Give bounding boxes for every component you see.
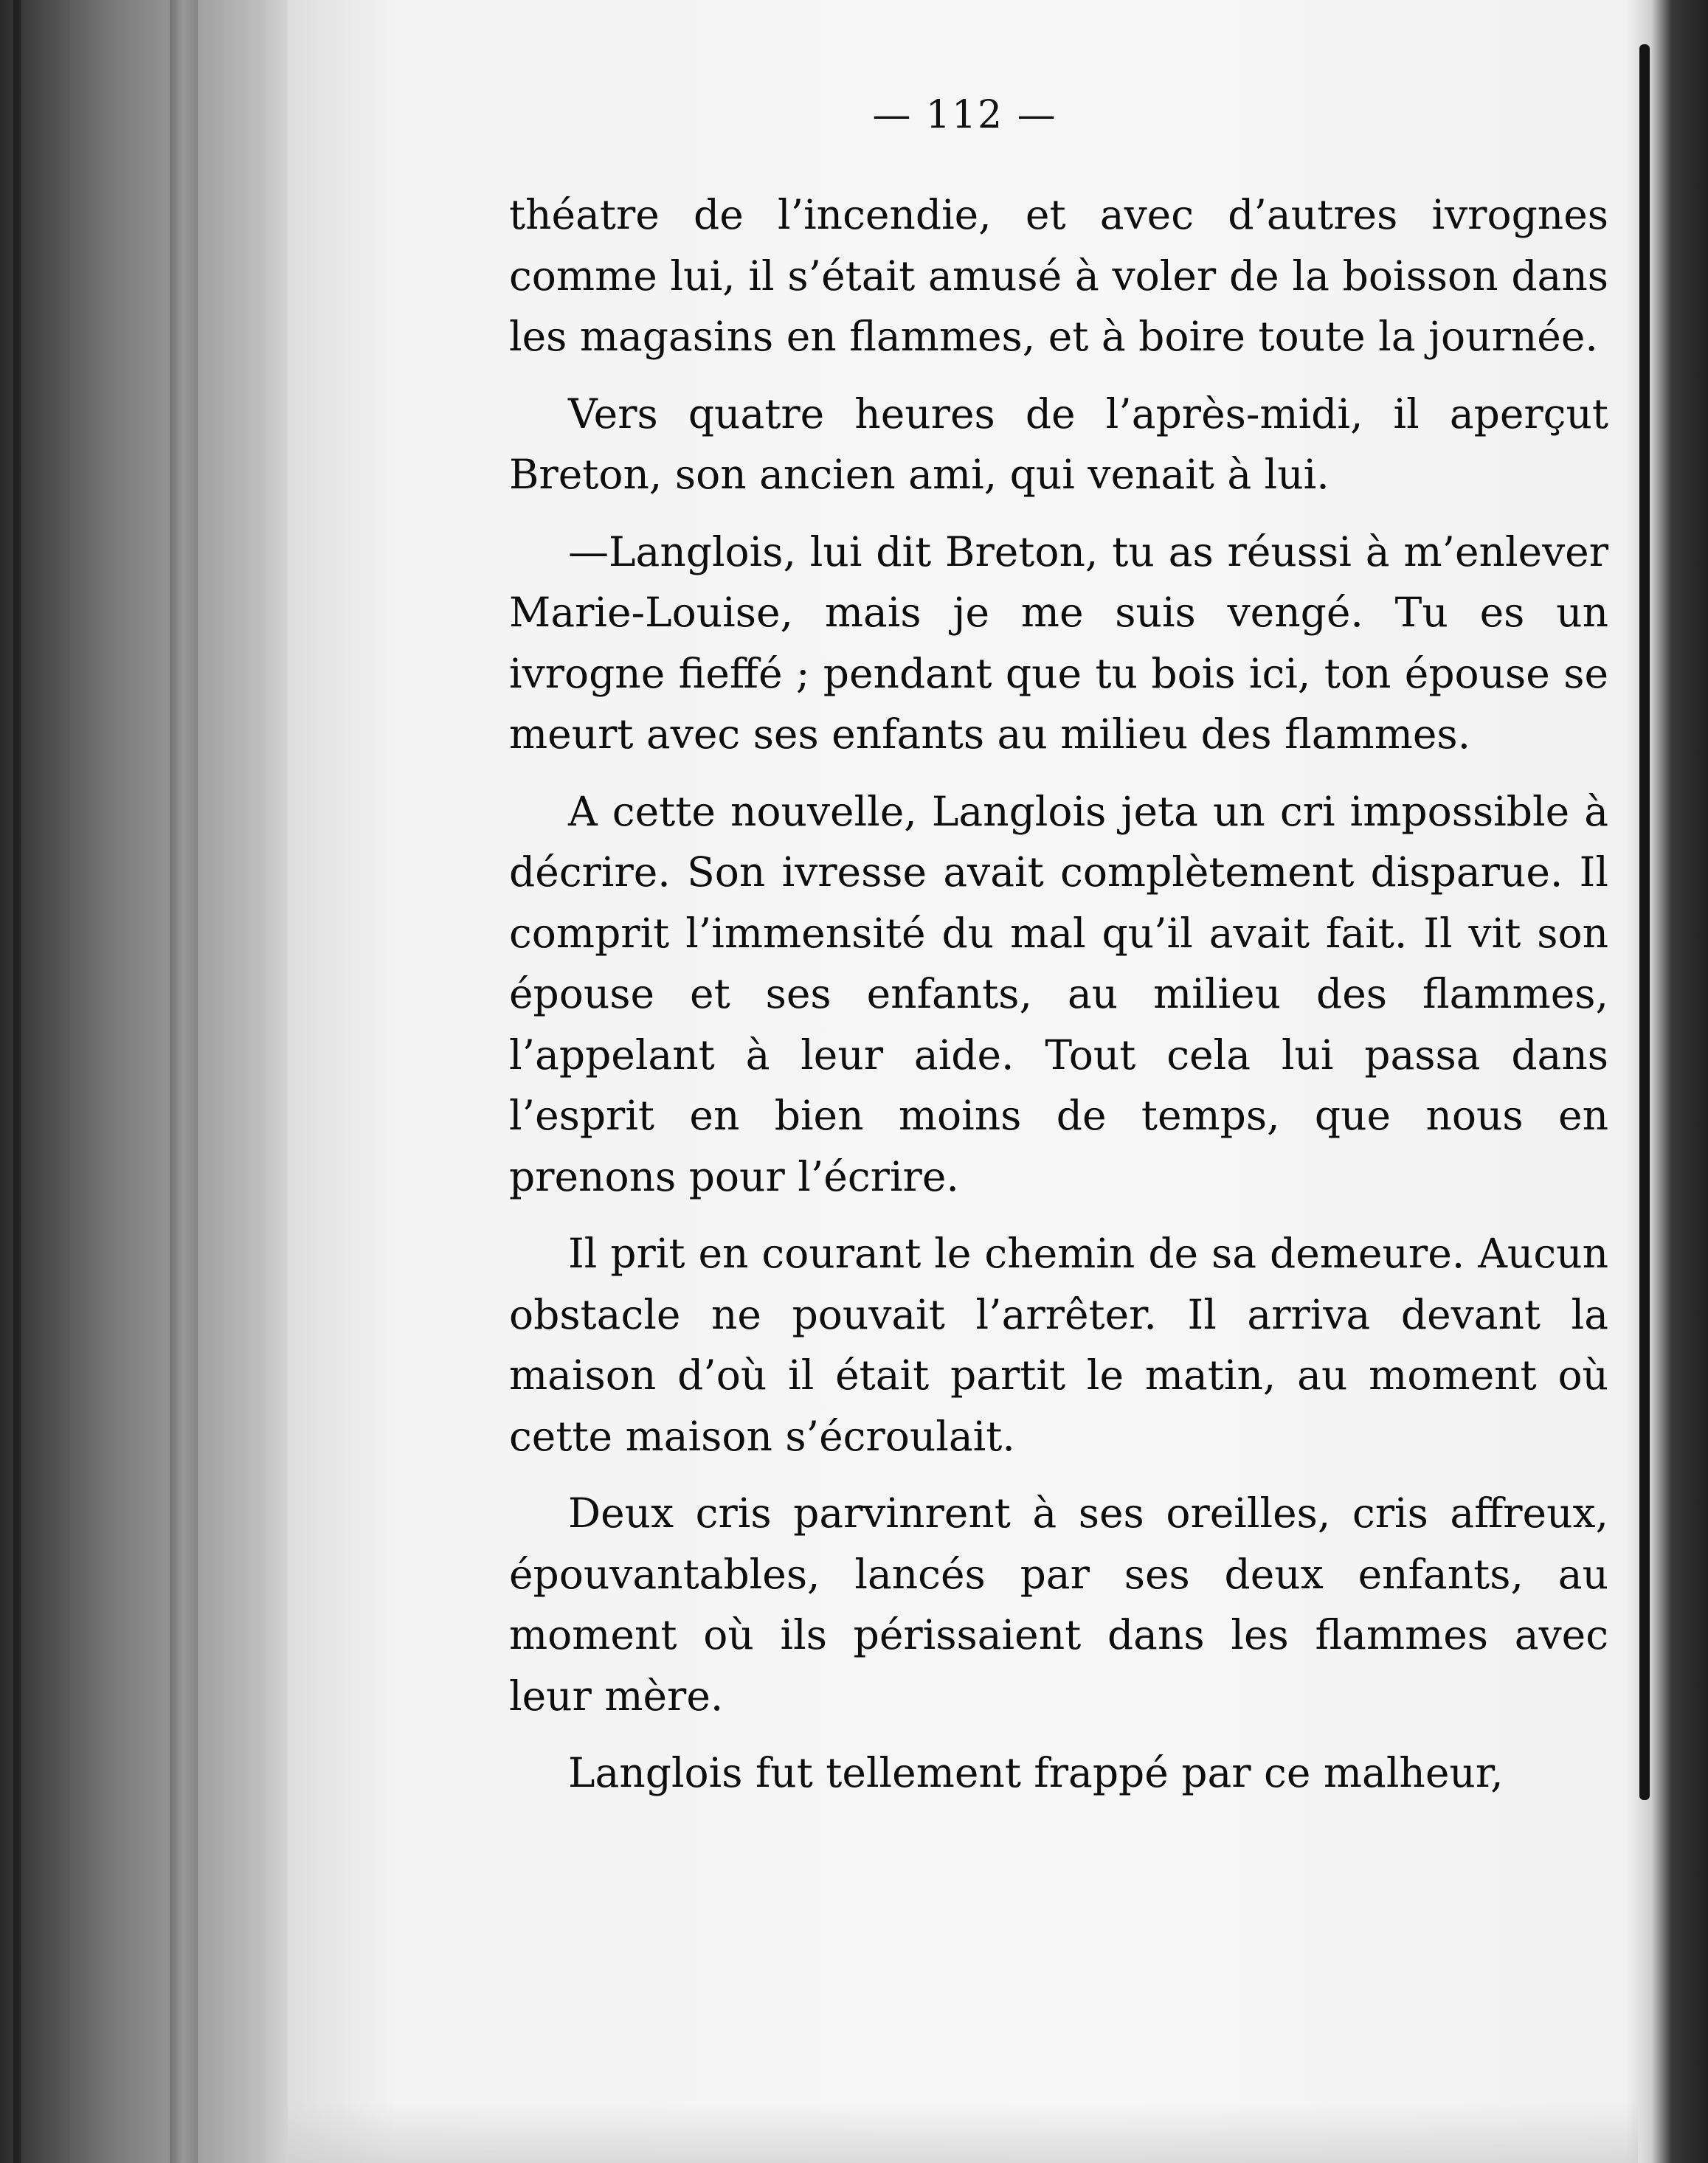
paragraph-7: Langlois fut tellement frappé par ce malheur,	[568, 1749, 1504, 1796]
page-number	[0, 93, 1708, 137]
page-right-shadow	[1639, 44, 1650, 1800]
paragraph-3: —Langlois, lui dit Breton, tu as réussi à m’enlever Marie-Louise, mais je me suis vengé. Tu es un ivrogne fieffé ; pendant que tu bois ici, ton épouse se meurt avec ses enfants au milieu des flammes.	[509, 527, 1608, 758]
binding-stripe	[13, 0, 21, 2163]
page-bottom-shade	[288, 2103, 1638, 2163]
page-number-text: — 112 —	[872, 93, 1057, 137]
body-text	[509, 184, 1608, 1820]
paragraph-6: Deux cris parvinrent à ses oreilles, cris affreux, épouvantables, lancés par ses deux enfants, au moment où ils périssaient dans les flammes avec leur mère.	[509, 1489, 1608, 1720]
book-binding	[0, 0, 70, 2163]
paragraph-4: A cette nouvelle, Langlois jeta un cri impossible à décrire. Son ivresse avait complètement disparue. Il comprit l’immensité du mal qu’il avait fait. Il vit son épouse et ses enfants, au milieu des flammes, l’appelant à leur aide. Tout cela lui passa dans l’esprit en bien moins de temps, que nous en prenons pour l’écrire.	[509, 787, 1608, 1200]
paragraph-1: théatre de l’incendie, et avec d’autres ivrognes comme lui, il s’était amusé à voler de la boisson dans les magasins en flammes, et à boire toute la journée.	[509, 191, 1608, 360]
gutter-edge	[170, 0, 198, 2163]
paragraph-2: Vers quatre heures de l’après-midi, il aperçut Breton, son ancien ami, qui venait à lui.	[509, 390, 1608, 498]
paragraph-5: Il prit en courant le chemin de sa demeure. Aucun obstacle ne pouvait l’arrêter. Il arriva devant la maison d’où il était partit le matin, au moment où cette maison s’écroulait.	[509, 1230, 1608, 1460]
